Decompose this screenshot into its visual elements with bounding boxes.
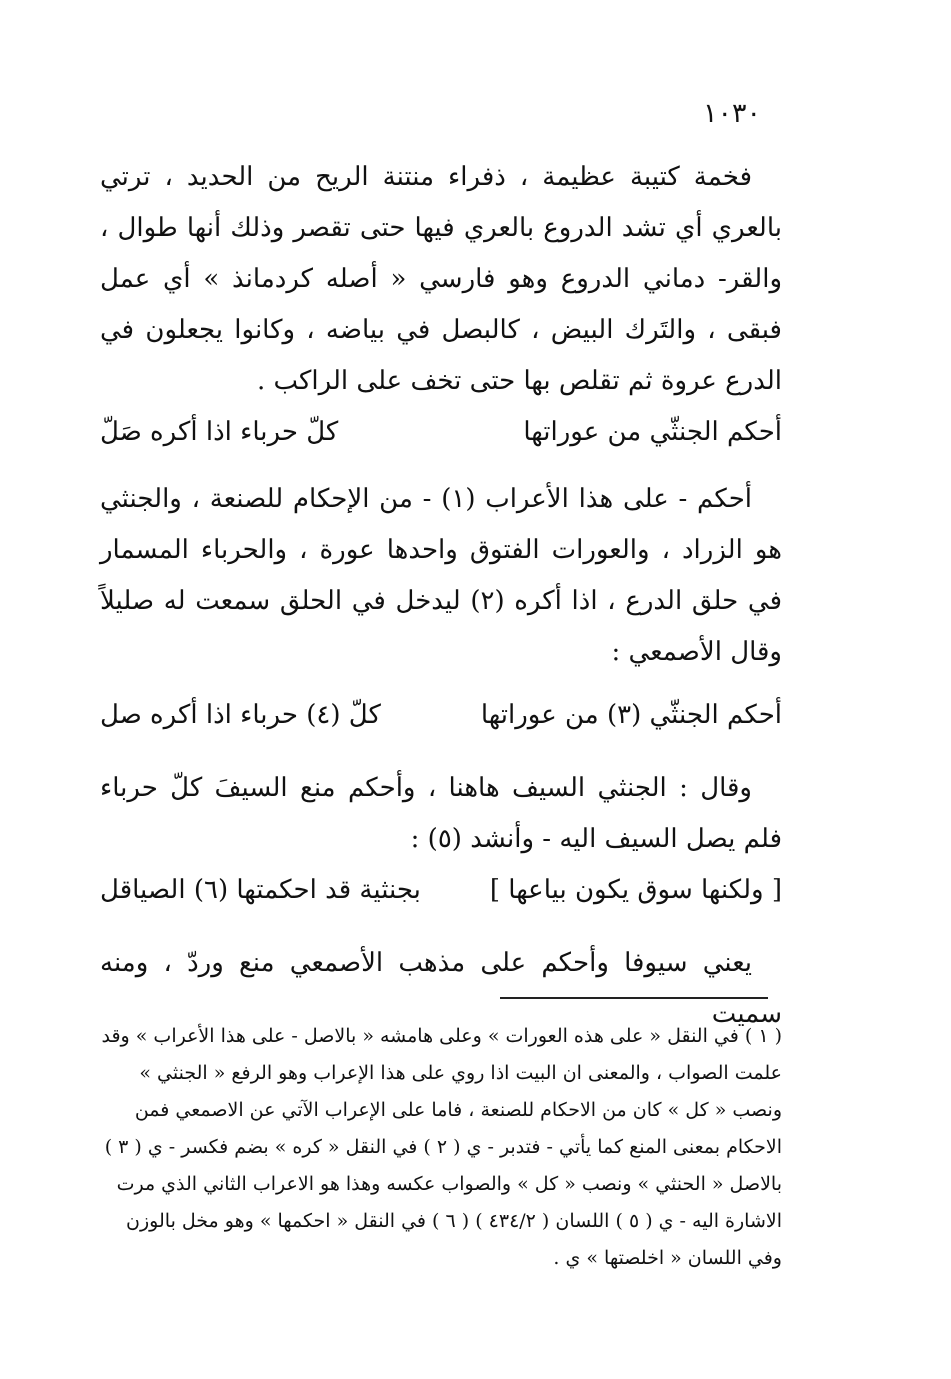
verse-1 [100, 407, 782, 458]
footnote-line: ( ١ ) في النقل « على هذه العورات » وعلى هامشه « بالاصل - على هذا الأعراب » وقد [101, 1025, 782, 1047]
footnote-line: علمت الصواب ، والمعنى ان البيت اذا روي على هذا الإعراب وهو الرفع « الجنثي » [139, 1062, 782, 1084]
verse-2 [100, 690, 782, 741]
verse-1-second-hemistich: كلّ حرباء اذا أكره صَلّ [100, 417, 339, 447]
footnote-line: وفي اللسان « اخلصتها » ي . [553, 1247, 782, 1269]
footnotes [100, 1018, 782, 1277]
verse-3-second-hemistich: بجنثية قد احكمتها (٦) الصياقل [100, 875, 421, 905]
paragraph-1: فخمة كتيبة عظيمة ، ذفراء منتنة الريح من الحديد ، ترتي بالعري أي تشد الدروع بالعري فيها حتى تقصر وذلك أنها طوال ، والقر- دماني الدروع وهو فارسي « أصله كردمانذ » أي عمل فبقى ، والتَرك البيض ، كالبصل في بياضه ، وكانوا يجعلون في الدرع عروة ثم تقلص بها حتى تخف على الراكب . [100, 162, 782, 396]
footnote-divider [500, 997, 768, 999]
verse-3 [100, 865, 782, 916]
main-text [100, 152, 782, 1040]
verse-3-first-hemistich: [ ولكنها سوق يكون بياعها ] [489, 875, 782, 905]
footnote-line: بالاصل « الحنثي » ونصب « كل » والصواب عكسه وهذا هو الاعراب الثاني الذي مرت [116, 1173, 782, 1195]
footnote-line: الاشارة اليه - ي ( ٥ ) اللسان ( ٤٣٤/٢ ) ( ٦ ) في النقل « احكمها » وهو مخل بالوزن [126, 1210, 782, 1232]
footnote-line: ونصب « كل » كان من الاحكام للصنعة ، فاما على الإعراب الآتي عن الاصمعي فمن [134, 1099, 782, 1121]
verse-2-first-hemistich: أحكم الجنثّي (٣) من عوراتها [480, 700, 782, 730]
page-number: ١٠٣٠ [702, 98, 761, 129]
paragraph-2: أحكم - على هذا الأعراب (١) - من الإحكام للصنعة ، والجنثي هو الزراد ، والعورات الفتوق واحدها عورة ، والحرباء المسمار في حلق الدرع ، اذا أكره (٢) ليدخل في الحلق سمعت له صليلاً وقال الأصمعي : [100, 484, 783, 667]
verse-1-first-hemistich: أحكم الجنثّي من عوراتها [523, 417, 782, 447]
paragraph-3: وقال : الجنثي السيف هاهنا ، وأحكم منع السيفَ كلّ حرباء فلم يصل السيف اليه - وأنشد (٥) : [100, 773, 782, 854]
footnote-line: الاحكام بمعنى المنع كما يأتي - فتدبر - ي ( ٢ ) في النقل « كره » بضم فكسر - ي ( ٣ ) [104, 1136, 782, 1158]
paragraph-4: يعني سيوفا وأحكم على مذهب الأصمعي منع وردّ ، ومنه سميت [100, 948, 782, 1029]
verse-2-second-hemistich: كلّ (٤) حرباء اذا أكره صل [100, 700, 381, 730]
